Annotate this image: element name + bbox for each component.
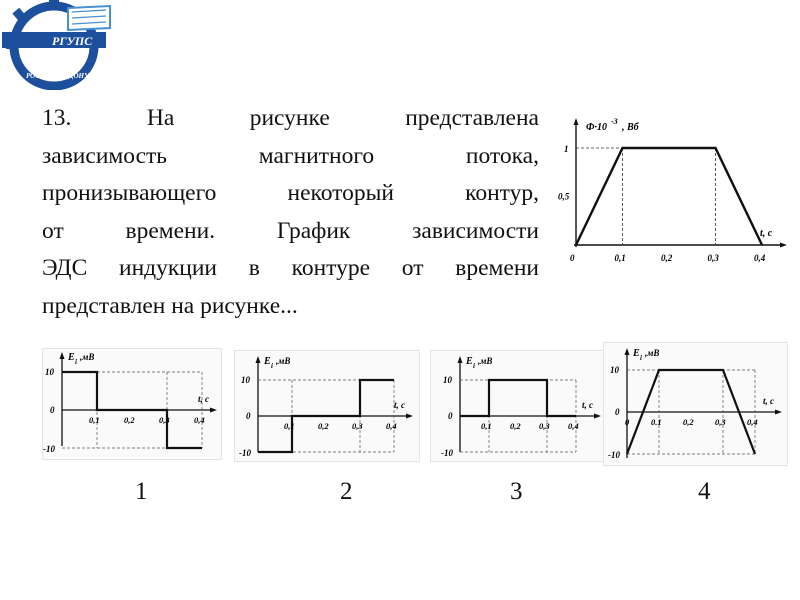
y-tick-label: 10 (45, 367, 54, 377)
flux-line (576, 148, 762, 245)
y-tick-label: 0 (448, 411, 453, 421)
option-graph-1 (42, 348, 222, 460)
y-axis-label: E (466, 356, 473, 367)
y-axis-label: E (68, 352, 75, 363)
flux-graph (556, 112, 792, 272)
graph-frame (235, 351, 420, 462)
y-tick-label: -10 (239, 448, 251, 458)
x-tick-label: 0,1 (481, 421, 492, 431)
y-axis-label-subscript: i (640, 354, 642, 362)
y-tick-label: -10 (43, 444, 55, 454)
y-axis-label-unit: ,мВ (276, 356, 291, 366)
x-tick-label: 0,1 (89, 415, 100, 425)
y-tick-label: 10 (443, 375, 452, 385)
x-tick-label: 0 (625, 417, 630, 427)
x-tick-label: 0,3 (715, 417, 726, 427)
option-graph-3 (430, 350, 608, 462)
x-tick-label: 0,3 (159, 415, 170, 425)
y-tick-label: 0 (246, 411, 251, 421)
y-axis-label: Ф·10 (586, 122, 608, 133)
option-number-1[interactable]: 1 (135, 478, 148, 505)
y-axis-arrow (574, 118, 579, 125)
y-axis-label-unit: , Вб (622, 122, 639, 133)
x-axis-label: t, c (198, 394, 209, 404)
option-graph-4 (603, 342, 788, 466)
y-tick-label: 10 (610, 365, 619, 375)
x-axis-label: t, c (760, 228, 773, 239)
y-axis-label-exponent: -3 (611, 117, 618, 126)
graph-frame (43, 349, 222, 460)
x-tick-label: 0,2 (683, 417, 694, 427)
x-tick-label: 0,1 (284, 421, 295, 431)
x-tick-label: 0.1 (651, 417, 662, 427)
x-axis-arrow (780, 243, 787, 248)
x-tick-label: 0 (570, 253, 575, 263)
x-tick-label: 0,2 (124, 415, 135, 425)
y-tick-label: -10 (608, 450, 620, 460)
x-tick-label: 0,4 (194, 415, 205, 425)
x-tick-label: 0,4 (568, 421, 579, 431)
question-line: представлен на рисунке... (42, 292, 298, 319)
question-text (42, 100, 539, 325)
y-axis-label-subscript: i (75, 358, 77, 366)
y-tick-label: 1 (564, 144, 569, 154)
question-line: зависимость магнитного потока, (42, 142, 539, 169)
y-axis-label-unit: ,мВ (80, 352, 95, 362)
x-tick-label: 0,1 (614, 253, 626, 263)
y-tick-label: 0 (50, 405, 55, 415)
x-tick-label: 0,3 (352, 421, 363, 431)
y-axis-label-unit: ,мВ (478, 356, 493, 366)
university-logo (2, 0, 114, 90)
x-tick-label: 0,2 (318, 421, 329, 431)
y-axis-label: E (264, 356, 271, 367)
x-tick-label: 0,3 (539, 421, 550, 431)
x-tick-label: 0,2 (510, 421, 521, 431)
y-axis-label-subscript: i (473, 362, 475, 370)
option-number-4[interactable]: 4 (698, 478, 711, 505)
option-number-2[interactable]: 2 (340, 478, 353, 505)
x-axis-label: t, c (582, 400, 593, 410)
x-tick-label: 0,2 (661, 253, 673, 263)
x-tick-label: 0,4 (754, 253, 766, 263)
option-number-3[interactable]: 3 (510, 478, 523, 505)
x-tick-label: 0,4 (386, 421, 397, 431)
graph-frame (431, 351, 608, 462)
option-graph-2 (234, 350, 420, 462)
x-axis-label: t, c (394, 400, 405, 410)
graph-frame (604, 343, 788, 466)
x-axis-label: t, c (763, 396, 774, 406)
x-tick-label: 0,3 (707, 253, 719, 263)
y-axis-label-subscript: i (271, 362, 273, 370)
y-axis-label: E (633, 348, 640, 359)
logo-text: РГУПС (52, 34, 93, 48)
question-line: от времени. График зависимости (42, 217, 539, 244)
x-tick-label: 0,4 (747, 417, 758, 427)
y-tick-label: 0 (615, 407, 620, 417)
y-tick-label: -10 (441, 448, 453, 458)
logo-ring-text: РОСТОВ-НА-ДОНУ (26, 72, 89, 80)
y-tick-label: 10 (241, 375, 250, 385)
question-line: 13. На рисунке представлена (42, 105, 539, 131)
y-axis-label-unit: ,мВ (645, 348, 660, 358)
question-line: ЭДС индукции в контуре от времени (42, 255, 539, 281)
question-line: пронизывающего некоторый контур, (42, 180, 539, 206)
y-tick-label: 0,5 (558, 191, 570, 202)
